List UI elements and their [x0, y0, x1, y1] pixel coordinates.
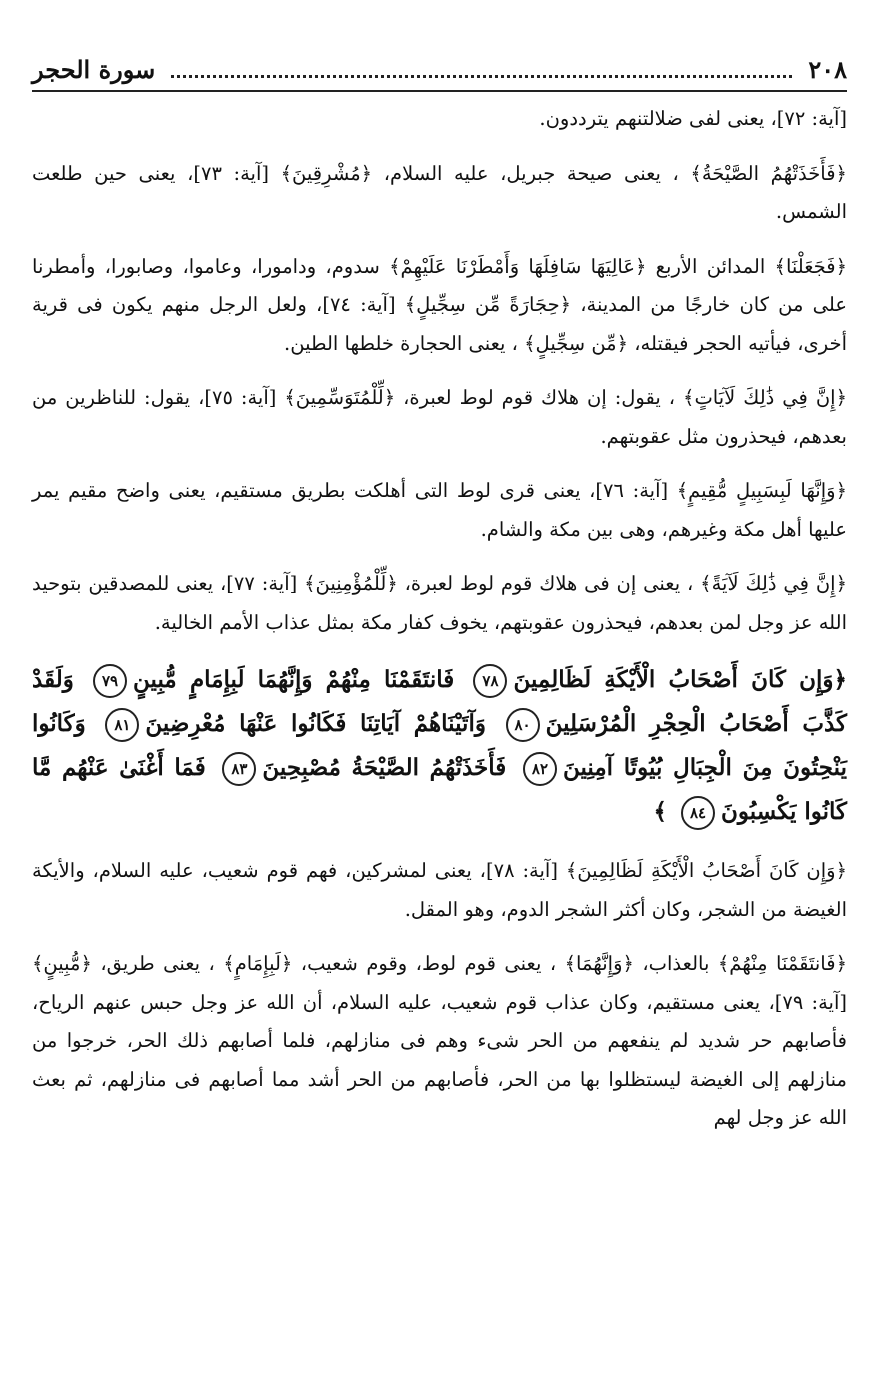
paragraph: ﴿وَإِنَّهَا لَبِسَبِيلٍ مُّقِيمٍ﴾ [آية: ٧٦]، يعنى قرى لوط التى أهلكت بطريق مستقيم، يعنى واضح مقيم يمر عليها أهل مكة وغيرهم، وهى بين مكة والشام.: [32, 479, 847, 541]
verse-number-marker: ٨٠: [506, 708, 540, 742]
paragraph: ﴿إِنَّ فِي ذَٰلِكَ لَآيَاتٍ﴾ ، يقول: إن هلاك قوم لوط لعبرة، ﴿لِّلْمُتَوَسِّمِينَ﴾ [آية: ٧٥]، يقول: للناظرين من بعدهم، فيحذرون مثل عقوبتهم.: [32, 386, 847, 448]
paragraph: ﴿وَإِن كَانَ أَصْحَابُ الْأَيْكَةِ لَظَالِمِينَ﴾ [آية: ٧٨]، يعنى لمشركين، فهم قوم شعيب، عليه السلام، والأيكة الغيضة من الشجر، وكان أكثر الشجر الدوم، وهو المقل.: [32, 859, 848, 921]
paragraph: ﴿فَأَخَذَتْهُمُ الصَّيْحَةُ﴾ ، يعنى صيحة جبريل، عليه السلام، ﴿مُشْرِقِينَ﴾ [آية: ٧٣]، يعنى حين طلعت الشمس.: [32, 161, 847, 223]
verse-text: فَأَخَذَتْهُمُ الصَّيْحَةُ مُصْبِحِينَ: [262, 754, 507, 781]
header-leader-dots: [171, 61, 792, 78]
page-number: ٢٠٨: [808, 54, 847, 84]
verse-text: فَمَا أَغْنَىٰ عَنْهُم مَّا كَانُوا يَكْسِبُونَ: [32, 754, 847, 825]
paragraph: ﴿فَانتَقَمْنَا مِنْهُمْ﴾ بالعذاب، ﴿وَإِنَّهُمَا﴾ ، يعنى قوم لوط، وقوم شعيب، ﴿لَبِإِمَامٍ﴾ ، يعنى طريق، ﴿مُّبِينٍ﴾ [آية: ٧٩]، يعنى مستقيم، وكان عذاب قوم شعيب، عليه السلام، أن الله عز وجل حبس عنهم الرياح، فأصابهم حر شديد لم ينفعهم من الحر شىء وهم فى منازلهم، فلما أصابهم ذلك الحر، خرجوا من منازلهم إلى الغيضة ليستظلوا بها من الحر، فأصابهم من الحر أشد مما أصابهم فى منازلهم، ثم بعث الله عز وجل لهم: [32, 952, 847, 1129]
paragraph: ﴿إِنَّ فِي ذَٰلِكَ لَآيَةً﴾ ، يعنى إن فى هلاك قوم لوط لعبرة، ﴿لِّلْمُؤْمِنِينَ﴾ [آية: ٧٧]، يعنى للمصدقين بتوحيد الله عز وجل لمن بعدهم، فيحذرون عقوبتهم، يخوف كفار مكة بمثل عذاب الأمم الخالية.: [32, 572, 847, 634]
paragraph: ﴿فَجَعَلْنَا﴾ المدائن الأربع ﴿عَالِيَهَا سَافِلَهَا وَأَمْطَرْنَا عَلَيْهِمْ﴾ سدوم، ودامورا، وعاموا، وصابورا، وأمطرنا على من كان خارجًا من المدينة، ﴿حِجَارَةً مِّن سِجِّيلٍ﴾ [آية: ٧٤]، ولعل الرجل منهم يكون فى قرية أخرى، فيأتيه الحجر فيقتله، ﴿مِّن سِجِّيلٍ﴾ ، يعنى الحجارة خلطها الطين.: [32, 254, 847, 355]
verse-number-marker: ٨٣: [222, 752, 256, 786]
verse-number-marker: ٨٢: [523, 752, 557, 786]
verse-number-marker: ٧٩: [93, 664, 127, 698]
verse-close-bracket: ﴾: [653, 798, 667, 825]
page-header: [32, 52, 847, 86]
surah-title: سورة الحجر: [32, 54, 156, 84]
header-rule: [32, 90, 847, 92]
verse-text: فَانتَقَمْنَا مِنْهُمْ وَإِنَّهُمَا لَبِإِمَامٍ مُّبِينٍ: [133, 666, 455, 693]
quran-verses-block: [32, 658, 847, 834]
paragraph: [آية: ٧٢]، يعنى لفى ضلالتنهم يترددون.: [539, 107, 847, 130]
page-body: [32, 100, 847, 1354]
verse-text: وَآتَيْنَاهُمْ آيَاتِنَا فَكَانُوا عَنْهَا مُعْرِضِينَ: [145, 710, 486, 737]
verse-number-marker: ٨١: [105, 708, 139, 742]
verse-text: وَلَقَدْ كَذَّبَ أَصْحَابُ الْحِجْرِ الْمُرْسَلِينَ: [32, 666, 848, 737]
verse-text: ﴿وَإِن كَانَ أَصْحَابُ الْأَيْكَةِ لَظَالِمِينَ: [513, 666, 847, 693]
verse-number-marker: ٨٤: [681, 796, 715, 830]
verse-number-marker: ٧٨: [473, 664, 507, 698]
verse-text: وَكَانُوا يَنْحِتُونَ مِنَ الْجِبَالِ بُيُوتًا آمِنِينَ: [32, 710, 847, 781]
